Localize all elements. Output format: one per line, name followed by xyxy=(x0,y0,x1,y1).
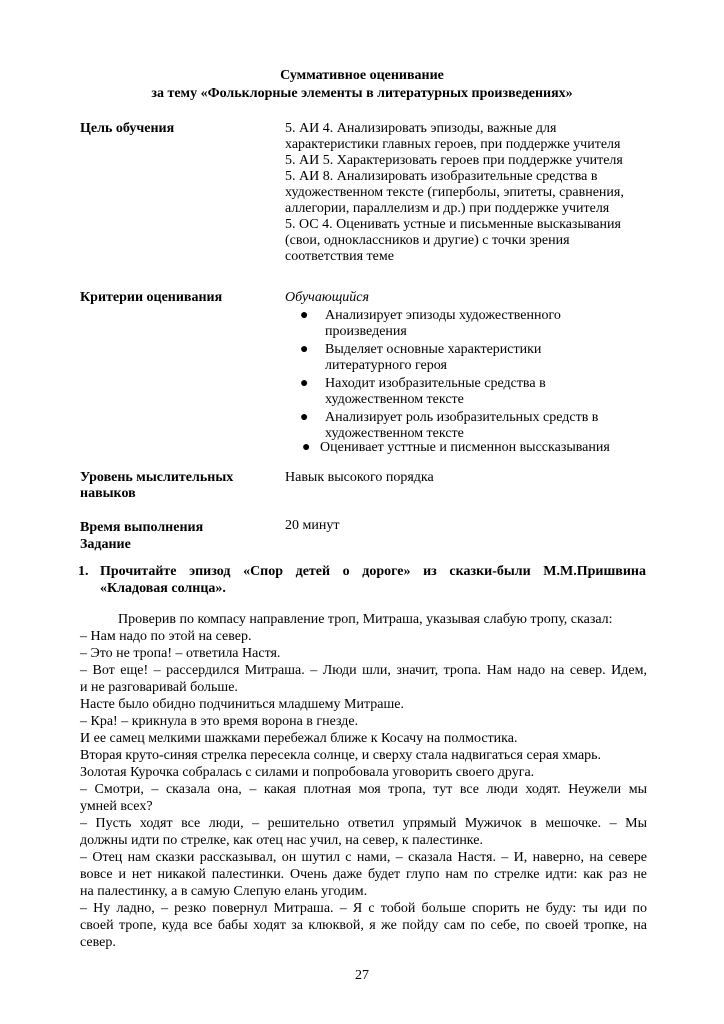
goal-line: 5. АИ 5. Характеризовать героев при поддержке учителя xyxy=(285,153,623,168)
passage-line: – Пусть ходят все люди, – решительно ответил упрямый Мужичок в мешочке. – Мы xyxy=(80,816,647,831)
passage-line: север. xyxy=(80,935,116,950)
document-title: Суммативное оценивание xyxy=(280,68,444,83)
goal-line: художественном тексте (гиперболы, эпитеты, сравнения, xyxy=(285,185,624,200)
goal-line: (свои, одноклассников и другие) с точки зрения xyxy=(285,233,570,248)
passage-line: Проверив по компасу направление троп, Митраша, указывая слабую тропу, сказал: xyxy=(118,612,613,627)
passage-line: – Нам надо по этой на север. xyxy=(80,629,252,644)
document-subtitle: за тему «Фольклорные элементы в литературных произведениях» xyxy=(151,86,573,101)
passage-line: умней всех? xyxy=(80,799,153,814)
thinking-value: Навык высокого порядка xyxy=(285,470,434,485)
task-heading: Задание xyxy=(80,537,131,552)
passage-line: – Вот еще! – рассердился Митраша. – Люди шли, значит, тропа. Нам надо на север. Идем, xyxy=(80,663,647,678)
goal-line: 5. ОС 4. Оценивать устные и письменные высказывания xyxy=(285,217,621,232)
passage-line: Вторая круто-синяя стрелка пересекла солнце, и сверху стала надвигаться серая хмарь. xyxy=(80,748,602,763)
time-label: Время выполнения xyxy=(80,520,204,535)
goal-line: аллегории, параллелизм и др.) при поддержке учителя xyxy=(285,201,610,216)
time-value: 20 минут xyxy=(285,518,340,533)
goal-line: соответствия теме xyxy=(285,249,394,264)
passage-line: на палестинку, а в самую Слепую елань угодим. xyxy=(80,884,368,899)
goal-line: 5. АИ 8. Анализировать изобразительные средства в xyxy=(285,169,598,184)
passage-line: Золотая Курочка собралась с силами и попробовала уговорить своего друга. xyxy=(80,765,535,780)
bullet-icon: ● xyxy=(300,410,309,425)
passage-line: – Ну ладно, – резко повернул Митраша. – Я с тобой больше спорить не буду: ты иди по xyxy=(80,901,647,916)
passage-line: своей тропе, куда все бабы ходят за клюквой, я же пойду сам по себе, по своей тропке, на xyxy=(80,918,647,933)
bullet-icon: ● xyxy=(302,440,311,455)
passage-line: вовсе и нет никакой палестинки. Очень даже будет глупо нам по стрелке идти: как раз не xyxy=(80,867,647,882)
criteria-intro: Обучающийся xyxy=(285,290,370,305)
task-number: 1. xyxy=(78,564,89,579)
passage-line: – Кра! – крикнула в это время ворона в гнезде. xyxy=(80,714,359,729)
passage-line: и не разговаривай больше. xyxy=(80,680,238,695)
thinking-label: Уровень мыслительных навыков xyxy=(80,470,234,501)
passage-line: – Смотри, – сказала она, – какая плотная моя тропа, тут все люди ходят. Неужели мы xyxy=(80,782,647,797)
passage-line: – Это не тропа! – ответила Настя. xyxy=(80,646,281,661)
task-line: Прочитайте эпизод «Спор детей о дороге» из сказки-были М.М.Пришвина xyxy=(100,564,646,579)
passage-line: – Отец нам сказки рассказывал, он шутил с нами, – сказала Настя. – И, наверно, на севере xyxy=(80,850,647,865)
goal-label: Цель обучения xyxy=(80,121,175,136)
criteria-label: Критерии оценивания xyxy=(80,290,223,305)
goal-line: характеристики главных героев, при поддержке учителя xyxy=(285,137,621,152)
task-line: «Кладовая солнца». xyxy=(100,581,226,596)
goal-value xyxy=(285,121,655,265)
goal-line: 5. АИ 4. Анализировать эпизоды, важные для xyxy=(285,121,557,136)
passage-line: должны идти по стрелке, как отец нас учил, на север, к палестинке. xyxy=(80,833,483,848)
passage-line: И ее самец мелкими шажками перебежал ближе к Косачу на полмостика. xyxy=(80,731,518,746)
passage xyxy=(80,612,647,952)
passage-line: Насте было обидно подчиниться младшему Митраше. xyxy=(80,697,404,712)
bullet-icon: ● xyxy=(300,308,309,323)
bullet-icon: ● xyxy=(300,376,309,391)
bullet-icon: ● xyxy=(300,342,309,357)
page-number: 27 xyxy=(355,968,369,983)
